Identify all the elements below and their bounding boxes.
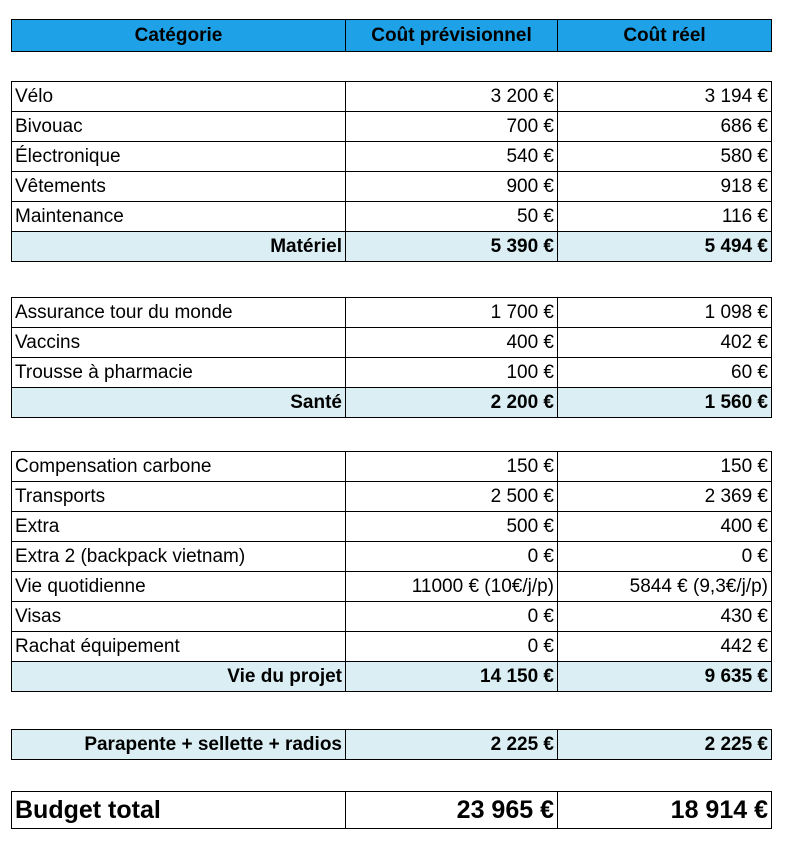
table-row — [12, 482, 772, 512]
row-planned: 500 € — [346, 512, 558, 542]
row-label: Maintenance — [12, 202, 346, 232]
row-actual: 918 € — [558, 172, 772, 202]
table-row — [12, 632, 772, 662]
row-actual: 442 € — [558, 632, 772, 662]
total-table — [11, 791, 772, 829]
row-label: Électronique — [12, 142, 346, 172]
subtotal-row — [12, 232, 772, 262]
paraglide-label: Parapente + sellette + radios — [12, 730, 346, 760]
section-vie-du-projet — [11, 451, 772, 692]
subtotal-planned: 2 200 € — [346, 388, 558, 418]
subtotal-label: Santé — [12, 388, 346, 418]
subtotal-planned: 14 150 € — [346, 662, 558, 692]
total-planned: 23 965 € — [346, 792, 558, 829]
row-planned: 0 € — [346, 632, 558, 662]
row-planned: 540 € — [346, 142, 558, 172]
row-planned: 900 € — [346, 172, 558, 202]
row-actual: 580 € — [558, 142, 772, 172]
row-label: Assurance tour du monde — [12, 298, 346, 328]
row-label: Visas — [12, 602, 346, 632]
table-row — [12, 358, 772, 388]
row-actual: 686 € — [558, 112, 772, 142]
table-row — [12, 572, 772, 602]
table-row — [12, 202, 772, 232]
subtotal-planned: 5 390 € — [346, 232, 558, 262]
table-row — [12, 512, 772, 542]
row-actual: 430 € — [558, 602, 772, 632]
row-planned: 0 € — [346, 602, 558, 632]
table-row — [12, 328, 772, 358]
table-row — [12, 452, 772, 482]
row-label: Compensation carbone — [12, 452, 346, 482]
total-row — [12, 792, 772, 829]
row-planned: 50 € — [346, 202, 558, 232]
row-actual: 3 194 € — [558, 82, 772, 112]
row-planned: 1 700 € — [346, 298, 558, 328]
header-table — [11, 19, 772, 52]
row-actual: 2 369 € — [558, 482, 772, 512]
paraglide-table — [11, 729, 772, 760]
row-planned: 400 € — [346, 328, 558, 358]
header-category: Catégorie — [12, 20, 346, 52]
subtotal-row — [12, 388, 772, 418]
row-label: Vêtements — [12, 172, 346, 202]
row-actual: 1 098 € — [558, 298, 772, 328]
paraglide-row — [12, 730, 772, 760]
subtotal-actual: 1 560 € — [558, 388, 772, 418]
table-row — [12, 298, 772, 328]
total-actual: 18 914 € — [558, 792, 772, 829]
row-actual: 60 € — [558, 358, 772, 388]
row-actual: 0 € — [558, 542, 772, 572]
table-row — [12, 142, 772, 172]
subtotal-actual: 9 635 € — [558, 662, 772, 692]
row-label: Rachat équipement — [12, 632, 346, 662]
row-actual: 402 € — [558, 328, 772, 358]
row-actual: 116 € — [558, 202, 772, 232]
row-planned: 700 € — [346, 112, 558, 142]
row-label: Extra 2 (backpack vietnam) — [12, 542, 346, 572]
subtotal-label: Matériel — [12, 232, 346, 262]
row-planned: 3 200 € — [346, 82, 558, 112]
total-label: Budget total — [12, 792, 346, 829]
row-planned: 11000 € (10€/j/p) — [346, 572, 558, 602]
row-label: Bivouac — [12, 112, 346, 142]
row-label: Trousse à pharmacie — [12, 358, 346, 388]
row-label: Extra — [12, 512, 346, 542]
row-label: Transports — [12, 482, 346, 512]
row-actual: 150 € — [558, 452, 772, 482]
subtotal-row — [12, 662, 772, 692]
row-planned: 0 € — [346, 542, 558, 572]
table-row — [12, 82, 772, 112]
row-label: Vaccins — [12, 328, 346, 358]
subtotal-actual: 5 494 € — [558, 232, 772, 262]
row-actual: 400 € — [558, 512, 772, 542]
section-materiel — [11, 81, 772, 262]
section-sante — [11, 297, 772, 418]
row-label: Vie quotidienne — [12, 572, 346, 602]
header-row — [12, 20, 772, 52]
row-planned: 150 € — [346, 452, 558, 482]
header-planned-cost: Coût prévisionnel — [346, 20, 558, 52]
row-label: Vélo — [12, 82, 346, 112]
table-row — [12, 602, 772, 632]
paraglide-actual: 2 225 € — [558, 730, 772, 760]
row-planned: 100 € — [346, 358, 558, 388]
row-planned: 2 500 € — [346, 482, 558, 512]
subtotal-label: Vie du projet — [12, 662, 346, 692]
header-actual-cost: Coût réel — [558, 20, 772, 52]
table-row — [12, 542, 772, 572]
table-row — [12, 172, 772, 202]
table-row — [12, 112, 772, 142]
paraglide-planned: 2 225 € — [346, 730, 558, 760]
row-actual: 5844 € (9,3€/j/p) — [558, 572, 772, 602]
